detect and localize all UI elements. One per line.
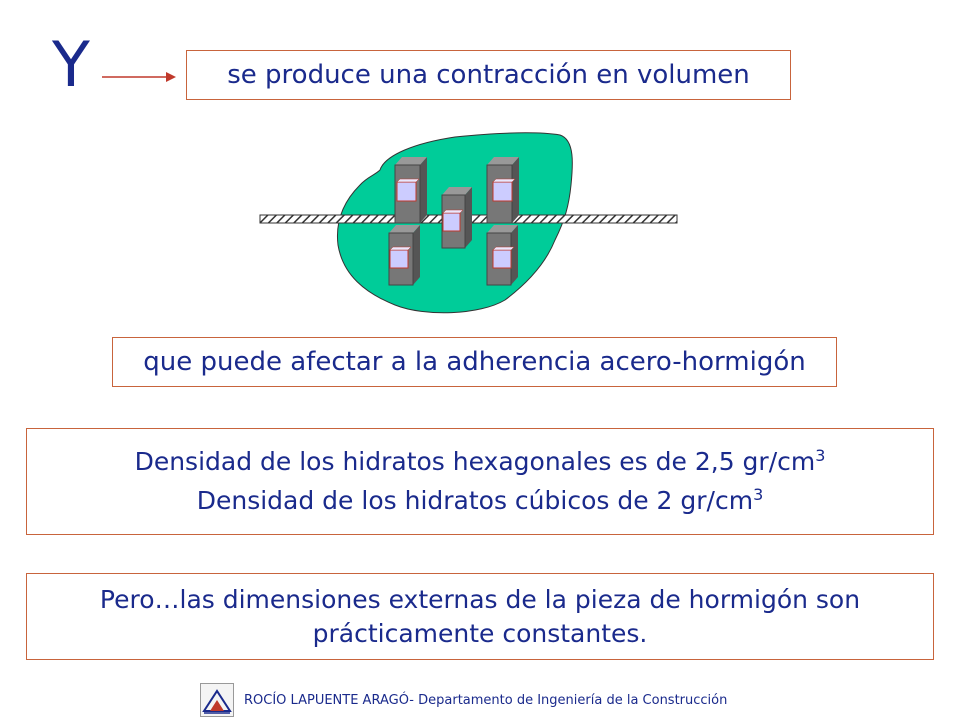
density-box — [26, 428, 934, 535]
hydrate-column — [487, 157, 519, 223]
footer-department: - Departamento de Ingeniería de la Construcción — [409, 692, 728, 708]
footer-author: ROCÍO LAPUENTE ARAGÓ — [244, 692, 410, 708]
density-hexagonal-exponent: 3 — [815, 445, 826, 465]
university-logo-icon — [200, 683, 234, 717]
contraction-statement-text: se produce una contracción en volumen — [227, 60, 750, 90]
adhesion-text: que puede afectar a la adherencia acero-hormigón — [143, 347, 806, 377]
contraction-statement-box — [186, 50, 791, 100]
density-cubic-text: Densidad de los hidratos cúbicos de 2 gr/cm — [196, 485, 754, 515]
big-y-letter: Y — [52, 28, 90, 101]
footer — [200, 683, 800, 717]
density-cubic-line — [197, 482, 764, 521]
density-cubic-exponent: 3 — [753, 484, 764, 504]
conclusion-box — [26, 573, 934, 660]
footer-credit — [244, 693, 727, 708]
density-hexagonal-line — [135, 443, 826, 482]
hydrate-column — [487, 225, 518, 285]
conclusion-text: Pero…las dimensiones externas de la pieza de hormigón son prácticamente constantes. — [99, 584, 861, 648]
hydrate-column — [395, 157, 427, 223]
adhesion-box — [112, 337, 837, 387]
arrow-right-icon — [100, 66, 180, 86]
hydrate-column — [389, 225, 420, 285]
concrete-hydrates-diagram — [255, 125, 685, 320]
hydrate-column — [442, 187, 472, 248]
density-hexagonal-text: Densidad de los hidratos hexagonales es de 2,5 gr/cm — [134, 446, 816, 476]
